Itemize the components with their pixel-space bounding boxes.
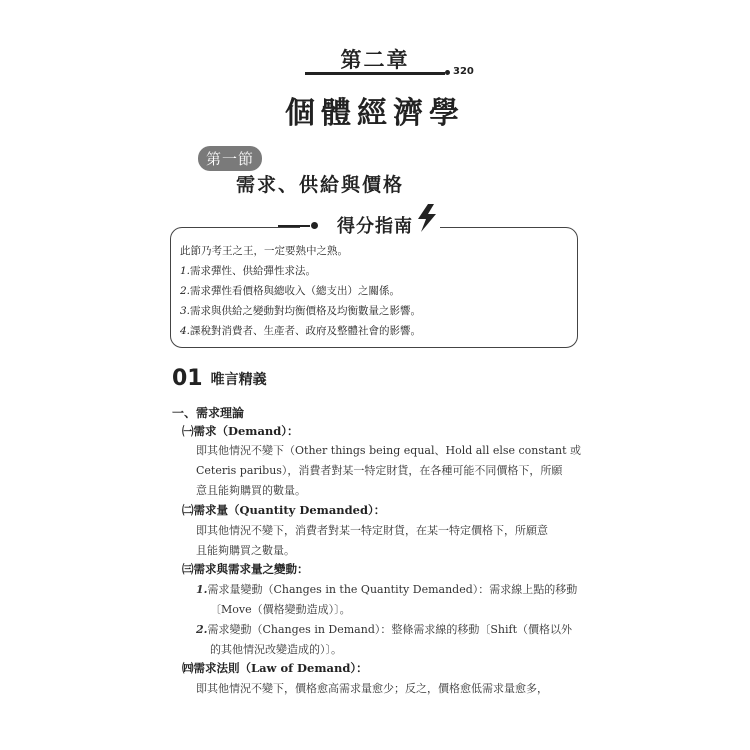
body-line: 即其他情況不變下，價格愈高需求量愈少；反之，價格愈低需求量愈多， bbox=[196, 682, 548, 695]
chapter-rule-dot bbox=[445, 70, 450, 75]
list-item-cont: 的其他情況改變造成的）〕。 bbox=[210, 643, 342, 656]
body-line: 且能夠購買之數量。 bbox=[196, 544, 295, 557]
list-item: 1.需求量變動（Changes in the Quantity Demanded）：需求線上點的移動 bbox=[196, 583, 578, 596]
main-heading bbox=[172, 366, 267, 391]
main-heading-number: 01 bbox=[172, 366, 203, 391]
guide-title: 得分指南 bbox=[337, 216, 413, 237]
body-line: 意且能夠購買的數量。 bbox=[196, 484, 306, 497]
subsection-title-law: ㈣需求法則（Law of Demand）： bbox=[182, 661, 368, 675]
guide-item: 3.需求與供給之變動對均衡價格及均衡數量之影響。 bbox=[180, 305, 422, 317]
subsection-title-quantity: ㈡需求量（Quantity Demanded）： bbox=[182, 503, 386, 517]
guide-header-dot bbox=[311, 222, 318, 229]
body-line: 即其他情況不變下（Other things being equal、Hold all else constant 或 bbox=[196, 444, 582, 457]
chapter-title: 第二章 bbox=[340, 47, 410, 72]
guide-item: 1.需求彈性、供給彈性求法。 bbox=[180, 265, 317, 277]
body-line: 即其他情況不變下，消費者對某一特定財貨，在某一特定價格下，所願意 bbox=[196, 524, 548, 537]
subsection-title-changes: ㈢需求與需求量之變動： bbox=[182, 562, 309, 576]
list-item-cont: 〔Move（價格變動造成）〕。 bbox=[210, 603, 351, 616]
part-heading: 一、需求理論 bbox=[172, 406, 245, 420]
book-title: 個體經濟學 bbox=[285, 96, 465, 131]
guide-content bbox=[180, 241, 570, 341]
subsection-title-demand: ㈠需求（Demand）： bbox=[182, 424, 299, 438]
guide-header-line bbox=[278, 225, 310, 227]
guide-item: 4.課稅對消費者、生產者、政府及整體社會的影響。 bbox=[180, 325, 422, 337]
main-heading-text: 唯言精義 bbox=[210, 371, 267, 388]
section-badge: 第一節 bbox=[198, 146, 262, 171]
guide-intro: 此節乃考王之王，一定要熟中之熟。 bbox=[180, 245, 348, 257]
lightning-icon bbox=[414, 203, 440, 233]
page-number: 320 bbox=[453, 66, 474, 77]
body-line: Ceteris paribus），消費者對某一特定財貨，在各種可能不同價格下，所願 bbox=[196, 464, 563, 477]
chapter-rule bbox=[305, 72, 445, 75]
list-item: 2.需求變動（Changes in Demand）：整條需求線的移動〔Shift（價格以外 bbox=[196, 623, 572, 636]
section-title: 需求、供給與價格 bbox=[236, 174, 405, 196]
guide-item: 2.需求彈性看價格與總收入（總支出）之關係。 bbox=[180, 285, 401, 297]
